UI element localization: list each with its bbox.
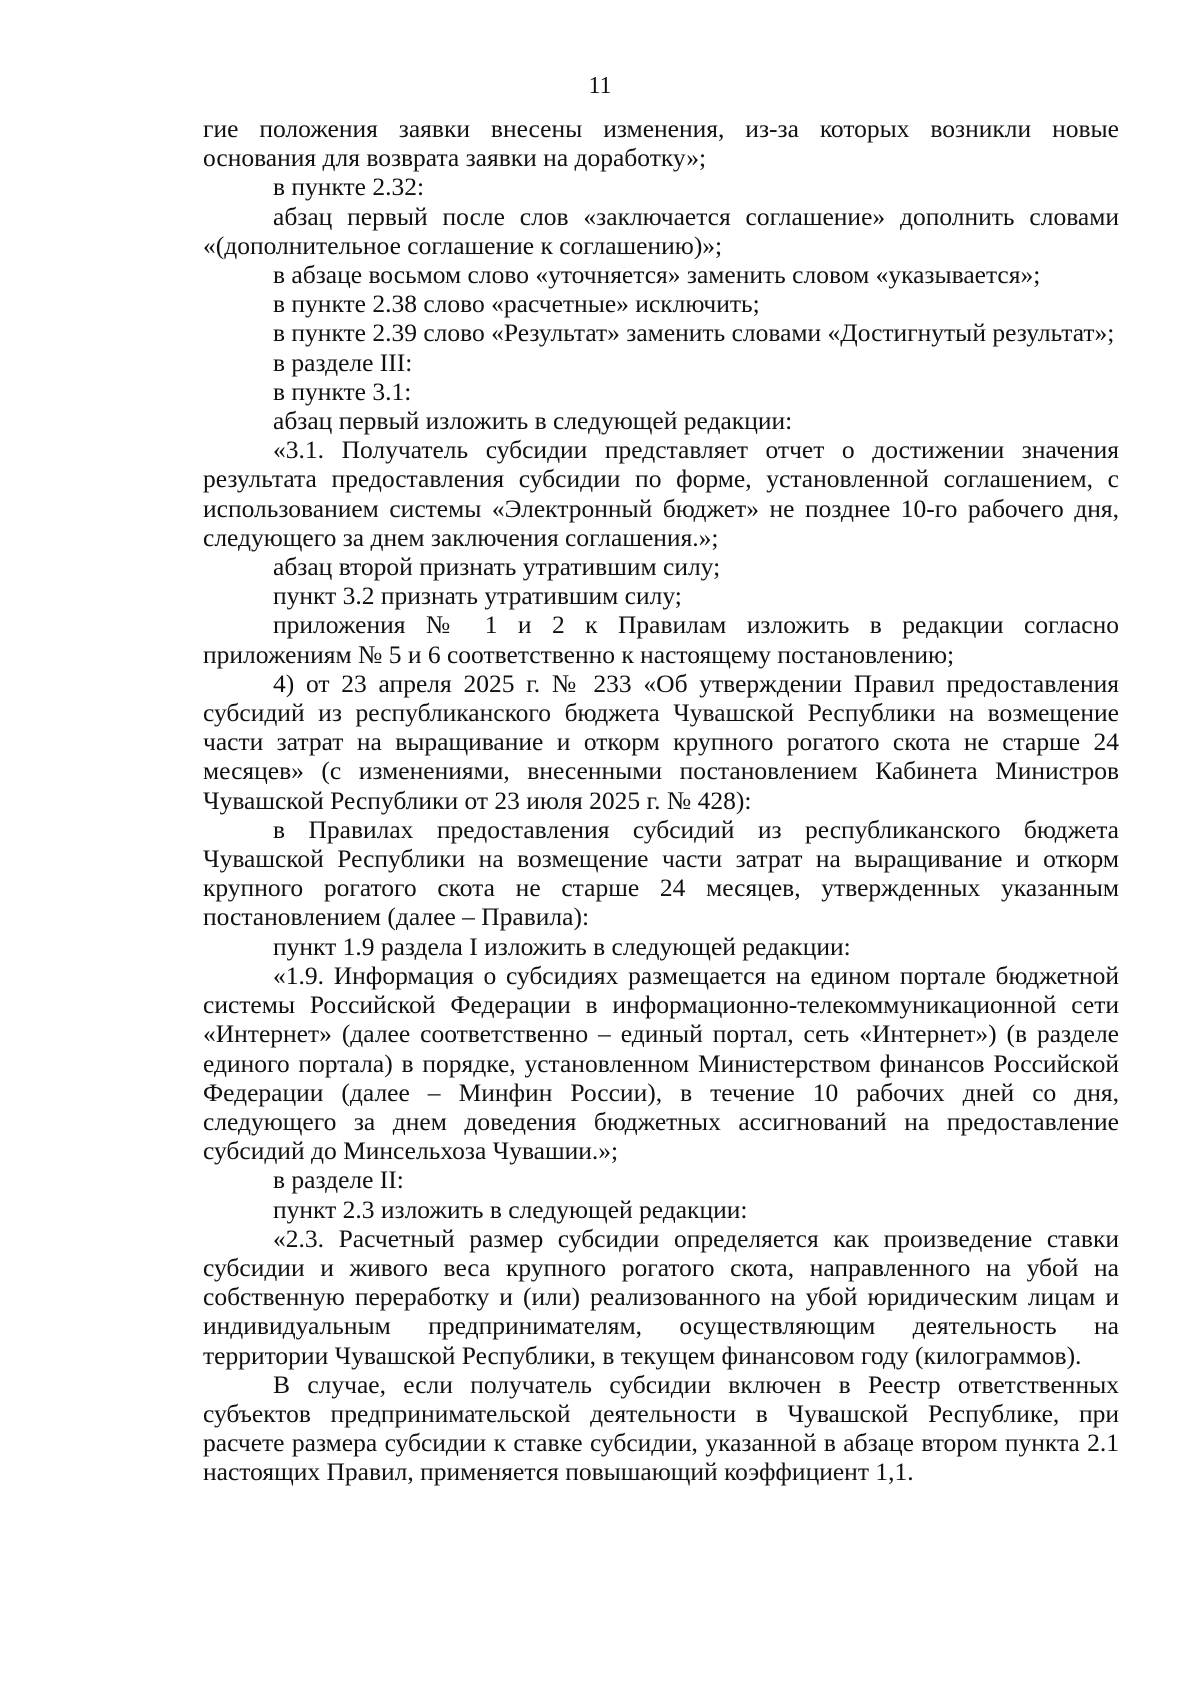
paragraph: пункт 3.2 признать утратившим силу; <box>273 581 682 611</box>
paragraph: пункт 1.9 раздела I изложить в следующей редакции: <box>273 931 851 961</box>
paragraph: в пункте 2.39 слово «Результат» заменить словами «Достигнутый результат»; <box>273 318 1115 348</box>
paragraph: абзац первый изложить в следующей редакции: <box>273 406 793 436</box>
paragraph: в пункте 3.1: <box>273 376 412 406</box>
paragraph: в пункте 2.32: <box>273 172 425 202</box>
paragraph: «3.1. Получатель субсидии представляет отчет о достижении значения результата предоставления субсидии по форме, установленной соглашением, с использованием системы «Электронный бюджет» не позднее 10-го рабочего дня, следующего за днем заключения соглашения.»; <box>203 435 1119 552</box>
paragraph: В случае, если получатель субсидии включен в Реестр ответственных субъектов предпринимательской деятельности в Чувашской Республике, при расчете размера субсидии к ставке субсидии, указанной в абзаце втором пункта 2.1 настоящих Правил, применяется повышающий коэффициент 1,1. <box>203 1369 1119 1487</box>
paragraph: в разделе II: <box>273 1165 404 1195</box>
paragraph: гие положения заявки внесены изменения, из-за которых возникли новые основания для возврата заявки на доработку»; <box>203 114 1119 173</box>
paragraph: в разделе III: <box>273 347 413 377</box>
paragraph: в Правилах предоставления субсидий из республиканского бюджета Чувашской Республики на возмещение части затрат на выращивание и откорм крупного рогатого скота не старше 24 месяцев, утвержденных указанным постановлением (далее – Правила): <box>203 814 1119 932</box>
paragraph: «1.9. Информация о субсидиях размещается на едином портале бюджетной системы Российской Федерации в информационно-телекоммуникационной сети «Интернет» (далее соответственно – единый портал, сеть «Интернет») (в разделе единого портала) в порядке, установленном Министерством финансов Российской Федерации (далее – Минфин России), в течение 10 рабочих дней со дня, следующего за днем доведения бюджетных ассигнований на предоставление субсидий до Минсельхоза Чувашии.»; <box>203 960 1119 1166</box>
paragraph: в пункте 2.38 слово «расчетные» исключить; <box>273 289 760 319</box>
document-body <box>203 114 1119 1487</box>
paragraph: абзац второй признать утратившим силу; <box>273 552 721 582</box>
paragraph: в абзаце восьмом слово «уточняется» заменить словом «указывается»; <box>273 260 1041 290</box>
page-number: 11 <box>588 73 612 99</box>
paragraph: абзац первый после слов «заключается соглашение» дополнить словами «(дополнительное соглашение к соглашению)»; <box>203 201 1119 260</box>
paragraph: «2.3. Расчетный размер субсидии определяется как произведение ставки субсидии и живого веса крупного рогатого скота, направленного на убой на собственную переработку и (или) реализованного на убой юридическим лицам и индивидуальным предпринимателям, осуществляющим деятельность на территории Чувашской Республики, в текущем финансовом году (килограммов). <box>203 1223 1119 1370</box>
paragraph: приложения № 1 и 2 к Правилам изложить в редакции согласно приложениям № 5 и 6 соответственно к настоящему постановлению; <box>203 610 1119 669</box>
paragraph: 4) от 23 апреля 2025 г. № 233 «Об утверждении Правил предоставления субсидий из республиканского бюджета Чувашской Республики на возмещение части затрат на выращивание и откорм крупного рогатого скота не старше 24 месяцев» (с изменениями, внесенными постановлением Кабинета Министров Чувашской Республики от 23 июля 2025 г. № 428): <box>203 668 1119 815</box>
paragraph: пункт 2.3 изложить в следующей редакции: <box>273 1194 748 1224</box>
